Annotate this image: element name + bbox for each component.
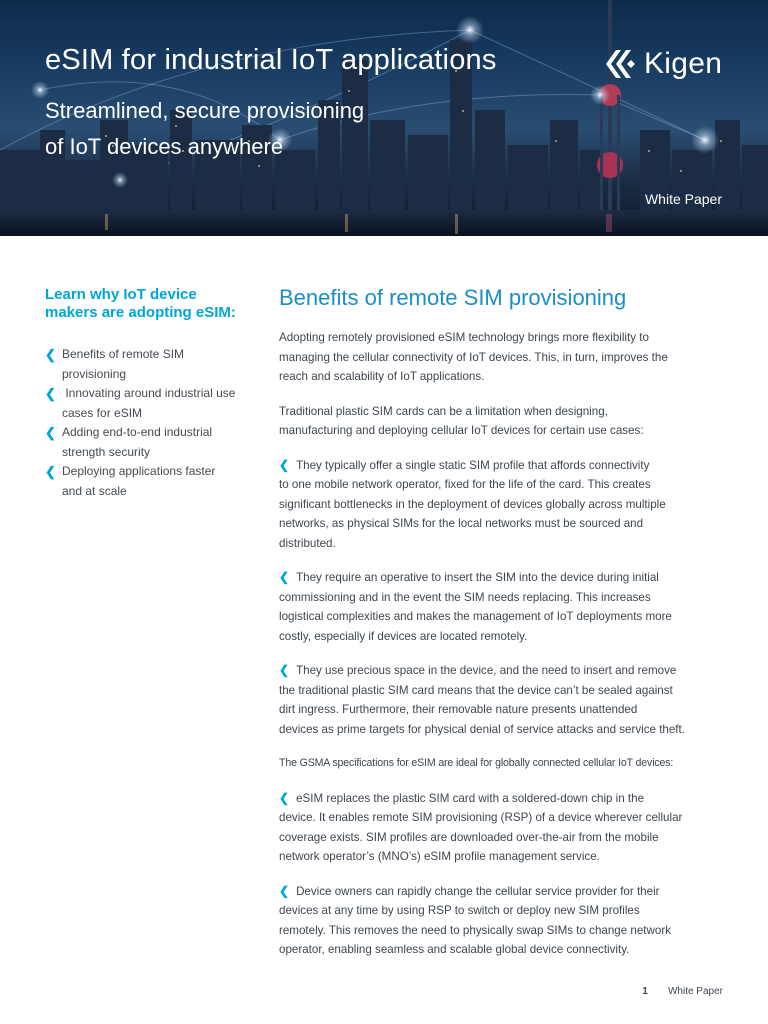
text-line: dirt ingress. Furthermore, their removable nature presents unattended [279,703,638,716]
hero-banner [0,0,768,236]
footer-label: White Paper [667,986,723,997]
text-line: distributed. [279,536,336,550]
text-line: device. It enables remote SIM provisioning (RSP) of a device wherever cellular [279,811,683,824]
list-item [45,384,260,423]
list-item-text: strength security [62,444,151,459]
text-line [279,568,729,588]
bullet-paragraph [279,568,729,646]
sidebar-topic-list [45,345,260,501]
text-line: devices at any time by using RSP to switch or deploy new SIM profiles [279,904,640,917]
chevron-left-icon: ❮ [45,425,56,440]
chevron-left-icon: ❮ [279,570,290,584]
paragraph [279,402,729,441]
list-item-text: Adding end-to-end industrial [62,425,213,439]
section-body [279,328,729,975]
list-item-text: Benefits of remote SIM [62,347,185,361]
bullet-paragraph [279,456,729,554]
text-line [279,661,729,681]
subtitle-line: of IoT devices anywhere [45,134,284,159]
text-span: They typically offer a single static SIM profile that affords connectivity [296,458,650,472]
list-item-text: Innovating around industrial use [62,386,236,400]
sidebar-heading [45,286,265,322]
text-line: commissioning and in the event the SIM needs replacing. This increases [279,590,651,604]
text-line: remotely. This removes the need to physically swap SIMs to change network [279,923,672,937]
text-line: devices as prime targets for physical denial of service attacks and service theft. [279,722,685,736]
text-line: network operator’s (MNO’s) eSIM profile management service. [279,850,600,863]
text-span: They require an operative to insert the SIM into the device during initial [296,571,659,584]
bullet-paragraph [279,789,729,867]
text-line: the traditional plastic SIM card means that the device can’t be sealed against [279,683,673,697]
paragraph [279,754,729,774]
kigen-logo [604,44,722,84]
text-line: manufacturing and deploying cellular IoT devices for certain use cases: [279,424,644,437]
chevron-left-icon: ❮ [45,347,56,362]
list-item [45,345,260,384]
text-span: eSIM replaces the plastic SIM card with a soldered-down chip in the [296,791,645,805]
text-line: costly, especially if devices are located remotely. [279,629,528,643]
list-item-text: provisioning [62,366,127,381]
document-type-label: White Paper [644,191,722,207]
text-line: logistical complexities and makes the management of IoT deployments more [279,610,672,623]
paragraph [279,328,729,387]
text-line: to one mobile network operator, fixed for the life of the card. This creates [279,478,651,491]
text-line [279,789,729,809]
document-title: eSIM for industrial IoT applications [45,44,497,76]
list-item-text: and at scale [62,483,127,498]
page-number: 1 [642,986,648,997]
sidebar-heading-line: makers are adopting eSIM: [45,304,236,321]
page-footer [642,986,723,997]
logo-wordmark: Kigen [644,47,723,80]
bullet-paragraph [279,661,729,739]
list-item-text: Deploying applications faster [62,464,216,478]
text-line: reach and scalability of IoT applications. [279,370,485,383]
subtitle-line: Streamlined, secure provisioning [45,98,365,123]
text-span: They use precious space in the device, and the need to insert and remove [296,664,677,677]
text-line [279,456,729,476]
text-line: significant bottlenecks in the deployment of devices globally across multiple [279,497,666,511]
chevron-left-icon: ❮ [45,464,56,479]
text-line: The GSMA specifications for eSIM are ideal for globally connected cellular IoT devices: [279,757,674,769]
text-line: operator, enabling seamless and scalable global device connectivity. [279,943,630,956]
text-line: coverage exists. SIM profiles are downloaded over-the-air from the mobile [279,830,659,844]
text-line: managing the cellular connectivity of IoT devices. This, in turn, improves the [279,350,668,364]
chevron-left-icon: ❮ [279,883,290,898]
chevron-left-icon: ❮ [45,386,56,401]
text-line: Adopting remotely provisioned eSIM technology brings more flexibility to [279,331,649,344]
text-line: Traditional plastic SIM cards can be a limitation when designing, [279,404,608,418]
text-span: Device owners can rapidly change the cellular service provider for their [296,884,660,898]
section-heading: Benefits of remote SIM provisioning [279,285,627,310]
list-item [45,423,260,462]
list-item-text: cases for eSIM [62,405,143,420]
bullet-paragraph [279,882,729,960]
chevron-left-icon: ❮ [279,457,290,472]
list-item [45,462,260,501]
text-line: networks, as physical SIMs for the local networks must be sourced and [279,517,644,530]
chevron-left-icon: ❮ [279,790,290,805]
text-line [279,882,729,902]
document-subtitle [45,93,465,165]
chevron-left-icon: ❮ [279,663,290,677]
kigen-logo-icon [604,48,638,80]
sidebar-heading-line: Learn why IoT device [45,286,197,303]
